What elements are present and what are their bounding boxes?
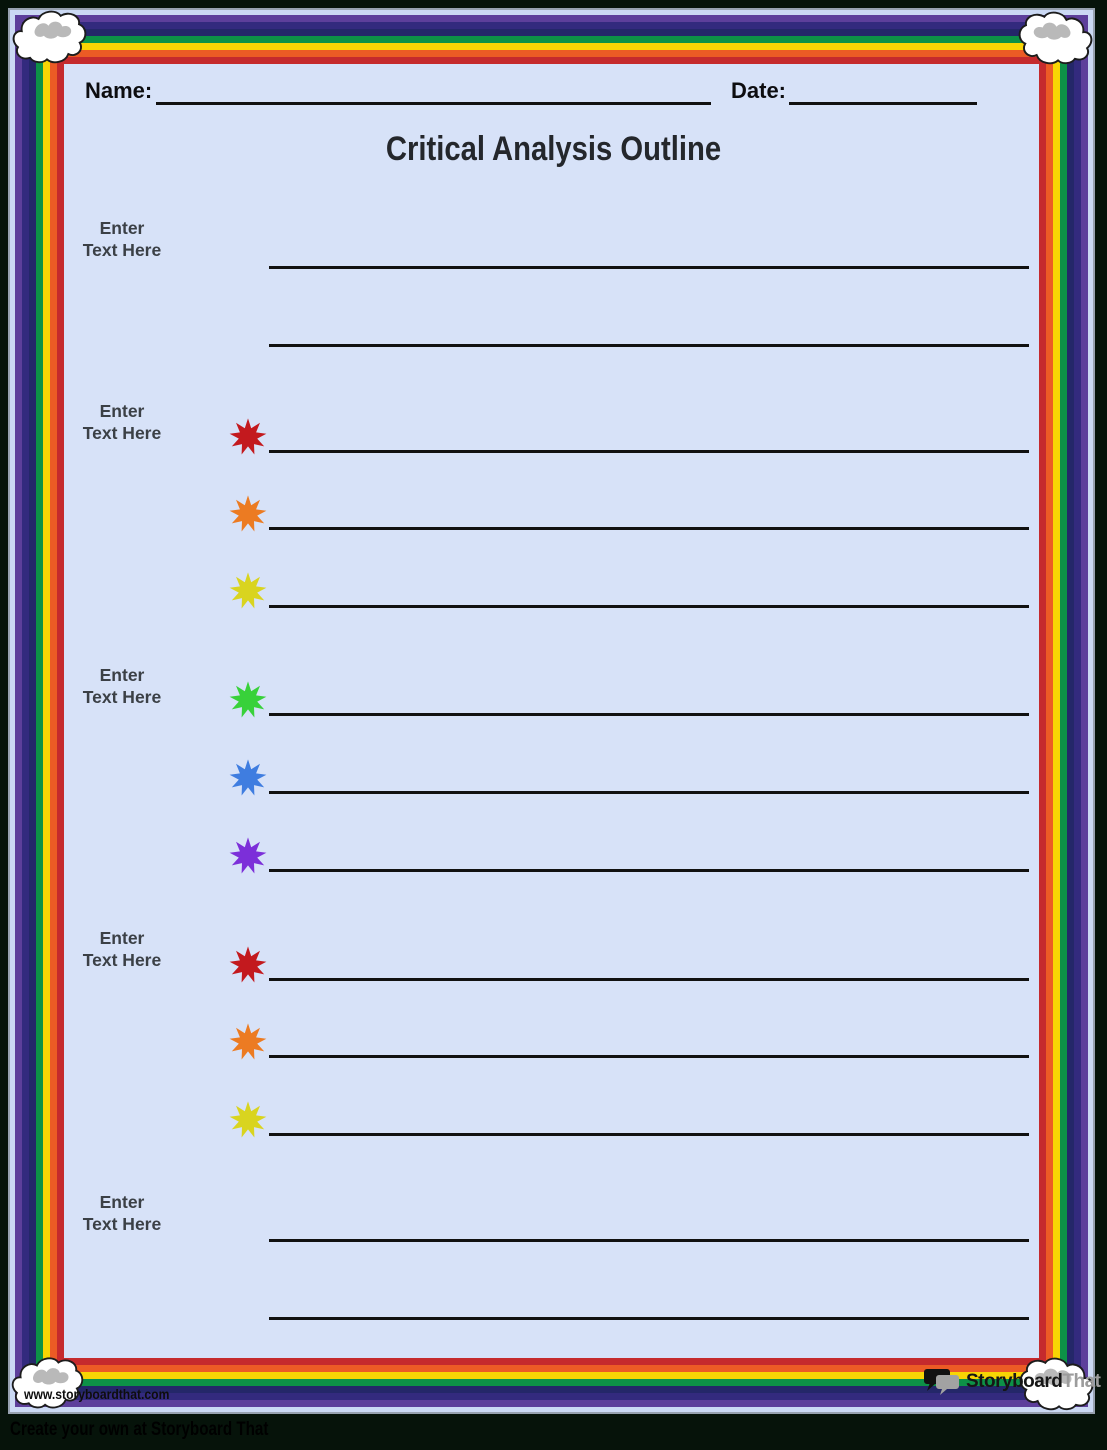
- brand-logo: [923, 1366, 1100, 1398]
- date-label: Date:: [731, 78, 787, 103]
- answer-line: [269, 605, 1029, 608]
- answer-line: [269, 978, 1029, 981]
- name-label: Name:: [85, 78, 153, 103]
- section-5-label[interactable]: [57, 1191, 187, 1235]
- starburst-icon-yellow: [228, 1100, 268, 1140]
- answer-line: [269, 713, 1029, 716]
- cloud-icon-top-right: [1016, 10, 1094, 68]
- section-label-line1: Enter: [99, 665, 145, 685]
- section-4-label[interactable]: [57, 927, 187, 971]
- section-label-line2: Text Here: [82, 423, 162, 443]
- answer-line: [269, 527, 1029, 530]
- starburst-icon-purple: [228, 836, 268, 876]
- section-label-line1: Enter: [99, 218, 145, 238]
- date-line: [789, 102, 977, 105]
- starburst-icon-yellow: [228, 571, 268, 611]
- answer-line: [269, 1133, 1029, 1136]
- answer-line: [269, 450, 1029, 453]
- brand-text-secondary: That: [1062, 1371, 1101, 1392]
- answer-line: [269, 1055, 1029, 1058]
- starburst-icon-red: [228, 945, 268, 985]
- section-label-line1: Enter: [99, 401, 145, 421]
- footer-url: www.storyboardthat.com: [24, 1387, 170, 1402]
- answer-line: [269, 266, 1029, 269]
- section-2-label[interactable]: [57, 400, 187, 444]
- answer-line: [269, 1317, 1029, 1320]
- cloud-icon-top-left: [11, 9, 89, 67]
- name-line: [156, 102, 711, 105]
- answer-line: [269, 1239, 1029, 1242]
- section-label-line2: Text Here: [82, 950, 162, 970]
- footer-caption: Create your own at Storyboard That: [10, 1419, 269, 1440]
- speech-bubbles-icon: [923, 1366, 963, 1398]
- section-label-line2: Text Here: [82, 687, 162, 707]
- section-label-line1: Enter: [99, 1192, 145, 1212]
- starburst-icon-red: [228, 417, 268, 457]
- starburst-icon-orange: [228, 494, 268, 534]
- section-label-line1: Enter: [99, 928, 145, 948]
- page-title: Critical Analysis Outline: [385, 130, 722, 168]
- answer-line: [269, 869, 1029, 872]
- section-3-label[interactable]: [57, 664, 187, 708]
- answer-line: [269, 791, 1029, 794]
- starburst-icon-blue: [228, 758, 268, 798]
- section-label-line2: Text Here: [82, 1214, 162, 1234]
- brand-text-primary: Storyboard: [966, 1371, 1063, 1392]
- starburst-icon-orange: [228, 1022, 268, 1062]
- starburst-icon-green: [228, 680, 268, 720]
- cloud-icon-bottom-left: [11, 1355, 85, 1413]
- section-1-label[interactable]: [57, 217, 187, 261]
- section-label-line2: Text Here: [82, 240, 162, 260]
- answer-line: [269, 344, 1029, 347]
